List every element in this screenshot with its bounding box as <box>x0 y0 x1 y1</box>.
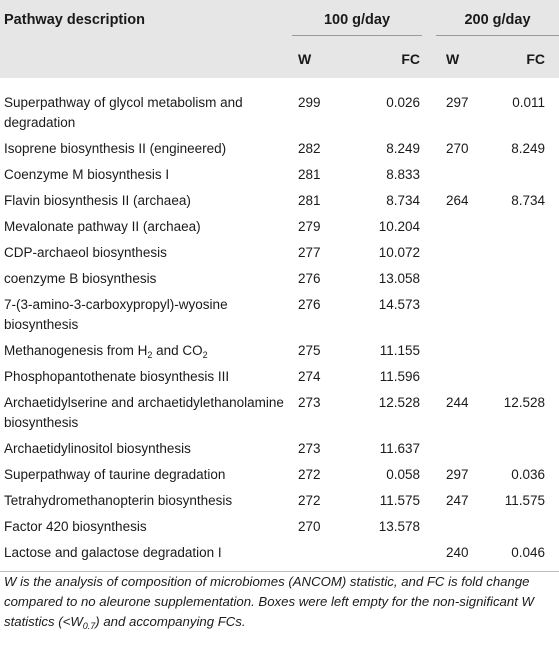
table-row <box>0 165 559 191</box>
pathway-description-cell: Factor 420 biosynthesis <box>4 519 147 534</box>
pathway-description-cell <box>0 341 292 367</box>
table-row <box>0 269 559 295</box>
description-text: and CO <box>152 343 203 358</box>
fc-200-cell: 8.734 <box>511 193 545 208</box>
w-200-cell: 297 <box>446 95 469 110</box>
gap-cell <box>422 393 436 439</box>
gap-cell <box>422 341 436 367</box>
fc-100-cell: 8.833 <box>386 167 420 182</box>
fc-100-cell: 11.637 <box>379 441 420 456</box>
pathway-description-cell: Archaetidylinositol biosynthesis <box>4 441 191 456</box>
w-200-cell: 297 <box>446 467 469 482</box>
table-row <box>0 491 559 517</box>
fc-200-cell <box>494 367 559 393</box>
fc-100-cell: 14.573 <box>378 297 420 312</box>
gap-cell <box>422 269 436 295</box>
header-gap <box>422 0 436 40</box>
w-200-cell: 264 <box>446 193 469 208</box>
pathway-description-cell: coenzyme B biosynthesis <box>4 271 157 286</box>
pathway-description-cell: Isoprene biosynthesis II (engineered) <box>4 141 227 156</box>
header-group-100-label: 100 g/day <box>292 12 422 36</box>
w-100-cell: 299 <box>298 95 321 110</box>
table-body <box>0 78 559 572</box>
w-100-cell: 281 <box>298 193 321 208</box>
description-subscript: 2 <box>202 350 208 360</box>
gap-cell <box>422 439 436 465</box>
fc-100-cell: 8.249 <box>386 141 420 156</box>
description-text: Methanogenesis from H <box>4 343 148 358</box>
w-100-cell: 272 <box>298 467 321 482</box>
w-200-cell <box>436 341 494 367</box>
footnote-text-1: W is the analysis of composition of microbiomes (ANCOM) statistic, and FC is fold change compared to no aleurone supplementation. Boxes were left empty for the non-significant W statistics (<W <box>4 574 534 629</box>
table-row <box>0 393 559 439</box>
w-100-cell: 274 <box>298 369 321 384</box>
fc-100-cell: 12.528 <box>378 395 420 410</box>
table-row <box>0 243 559 269</box>
pathway-description-cell: Coenzyme M biosynthesis I <box>4 167 170 182</box>
w-100-cell: 275 <box>298 343 321 358</box>
table-row <box>0 543 559 572</box>
pathway-description-cell: Archaetidylserine and archaetidylethanolamine biosynthesis <box>4 395 284 430</box>
w-100-cell: 281 <box>298 167 321 182</box>
footnote-text-2: ) and accompanying FCs. <box>95 614 246 629</box>
fc-100-cell: 8.734 <box>386 193 420 208</box>
w-200-cell <box>436 269 494 295</box>
pathway-description-cell: Superpathway of glycol metabolism and degradation <box>4 95 243 130</box>
gap-cell <box>422 217 436 243</box>
pathway-description-cell: Tetrahydromethanopterin biosynthesis <box>4 493 233 508</box>
gap-cell <box>422 78 436 139</box>
w-100-cell: 273 <box>298 441 321 456</box>
gap-cell <box>422 367 436 393</box>
table-footnote <box>4 572 552 632</box>
fc-200-cell: 12.528 <box>503 395 545 410</box>
w-200-cell <box>436 439 494 465</box>
w-200-cell <box>436 367 494 393</box>
fc-200-cell <box>494 243 559 269</box>
fc-200-cell: 8.249 <box>511 141 545 156</box>
gap-cell <box>422 139 436 165</box>
table-row <box>0 295 559 341</box>
table-row <box>0 439 559 465</box>
footnote-subscript: 0.7 <box>82 621 96 631</box>
w-100-cell: 279 <box>298 219 321 234</box>
header-w-100: W <box>292 40 352 78</box>
table-row <box>0 139 559 165</box>
fc-200-cell <box>494 217 559 243</box>
fc-100-cell: 0.026 <box>386 95 420 110</box>
w-100-cell: 273 <box>298 395 321 410</box>
pathway-description-cell: Phosphopantothenate biosynthesis III <box>4 369 230 384</box>
pathway-description-cell: Mevalonate pathway II (archaea) <box>4 219 201 234</box>
gap-cell <box>422 517 436 543</box>
fc-200-cell <box>494 165 559 191</box>
header-group-200-label: 200 g/day <box>436 12 559 36</box>
fc-200-cell <box>494 295 559 341</box>
w-100-cell: 272 <box>298 493 321 508</box>
w-200-cell <box>436 217 494 243</box>
w-200-cell: 247 <box>446 493 469 508</box>
fc-100-cell: 10.204 <box>378 219 420 234</box>
w-100-cell: 276 <box>298 271 321 286</box>
gap-cell <box>422 543 436 572</box>
gap-cell <box>422 295 436 341</box>
fc-100-cell: 11.596 <box>379 369 420 384</box>
w-200-cell <box>436 165 494 191</box>
fc-100-cell <box>352 543 422 572</box>
w-200-cell <box>436 243 494 269</box>
pathway-description-cell: 7-(3-amino-3-carboxypropyl)-wyosine biosynthesis <box>4 297 228 332</box>
w-100-cell: 270 <box>298 519 321 534</box>
header-sub-gap <box>422 40 436 78</box>
table-row <box>0 465 559 491</box>
fc-100-cell: 11.575 <box>379 493 420 508</box>
pathway-description-cell: Superpathway of taurine degradation <box>4 467 226 482</box>
w-100-cell: 276 <box>298 297 321 312</box>
w-200-cell: 240 <box>446 545 469 560</box>
w-200-cell <box>436 295 494 341</box>
fc-100-cell: 13.578 <box>378 519 420 534</box>
pathway-description-cell: CDP-archaeol biosynthesis <box>4 245 167 260</box>
gap-cell <box>422 191 436 217</box>
gap-cell <box>422 243 436 269</box>
fc-200-cell <box>494 341 559 367</box>
w-200-cell: 270 <box>446 141 469 156</box>
gap-cell <box>422 491 436 517</box>
pathway-description-cell: Flavin biosynthesis II (archaea) <box>4 193 191 208</box>
header-w-200: W <box>436 40 494 78</box>
description-subscript: 2 <box>147 350 153 360</box>
header-description: Pathway description <box>0 0 292 40</box>
fc-200-cell: 0.036 <box>511 467 545 482</box>
fc-200-cell <box>494 517 559 543</box>
fc-100-cell: 10.072 <box>378 245 420 260</box>
table-row <box>0 517 559 543</box>
table-row <box>0 78 559 139</box>
table-row <box>0 341 559 367</box>
header-group-100 <box>292 0 422 40</box>
fc-200-cell: 0.011 <box>512 95 545 110</box>
header-fc-200: FC <box>494 40 559 78</box>
gap-cell <box>422 465 436 491</box>
fc-100-cell: 11.155 <box>379 343 420 358</box>
w-200-cell: 244 <box>446 395 469 410</box>
fc-100-cell: 13.058 <box>378 271 420 286</box>
pathway-description-cell: Lactose and galactose degradation I <box>4 545 222 560</box>
fc-200-cell: 11.575 <box>504 493 545 508</box>
w-100-cell: 282 <box>298 141 321 156</box>
w-100-cell: 277 <box>298 245 321 260</box>
header-fc-100: FC <box>352 40 422 78</box>
fc-200-cell <box>494 269 559 295</box>
fc-200-cell <box>494 439 559 465</box>
w-200-cell <box>436 517 494 543</box>
fc-100-cell: 0.058 <box>386 467 420 482</box>
table-row <box>0 367 559 393</box>
table-header <box>0 0 559 78</box>
table-row <box>0 191 559 217</box>
table-row <box>0 217 559 243</box>
header-sub-empty <box>0 40 292 78</box>
header-group-200 <box>436 0 559 40</box>
gap-cell <box>422 165 436 191</box>
w-100-cell <box>292 543 352 572</box>
fc-200-cell: 0.046 <box>511 545 545 560</box>
